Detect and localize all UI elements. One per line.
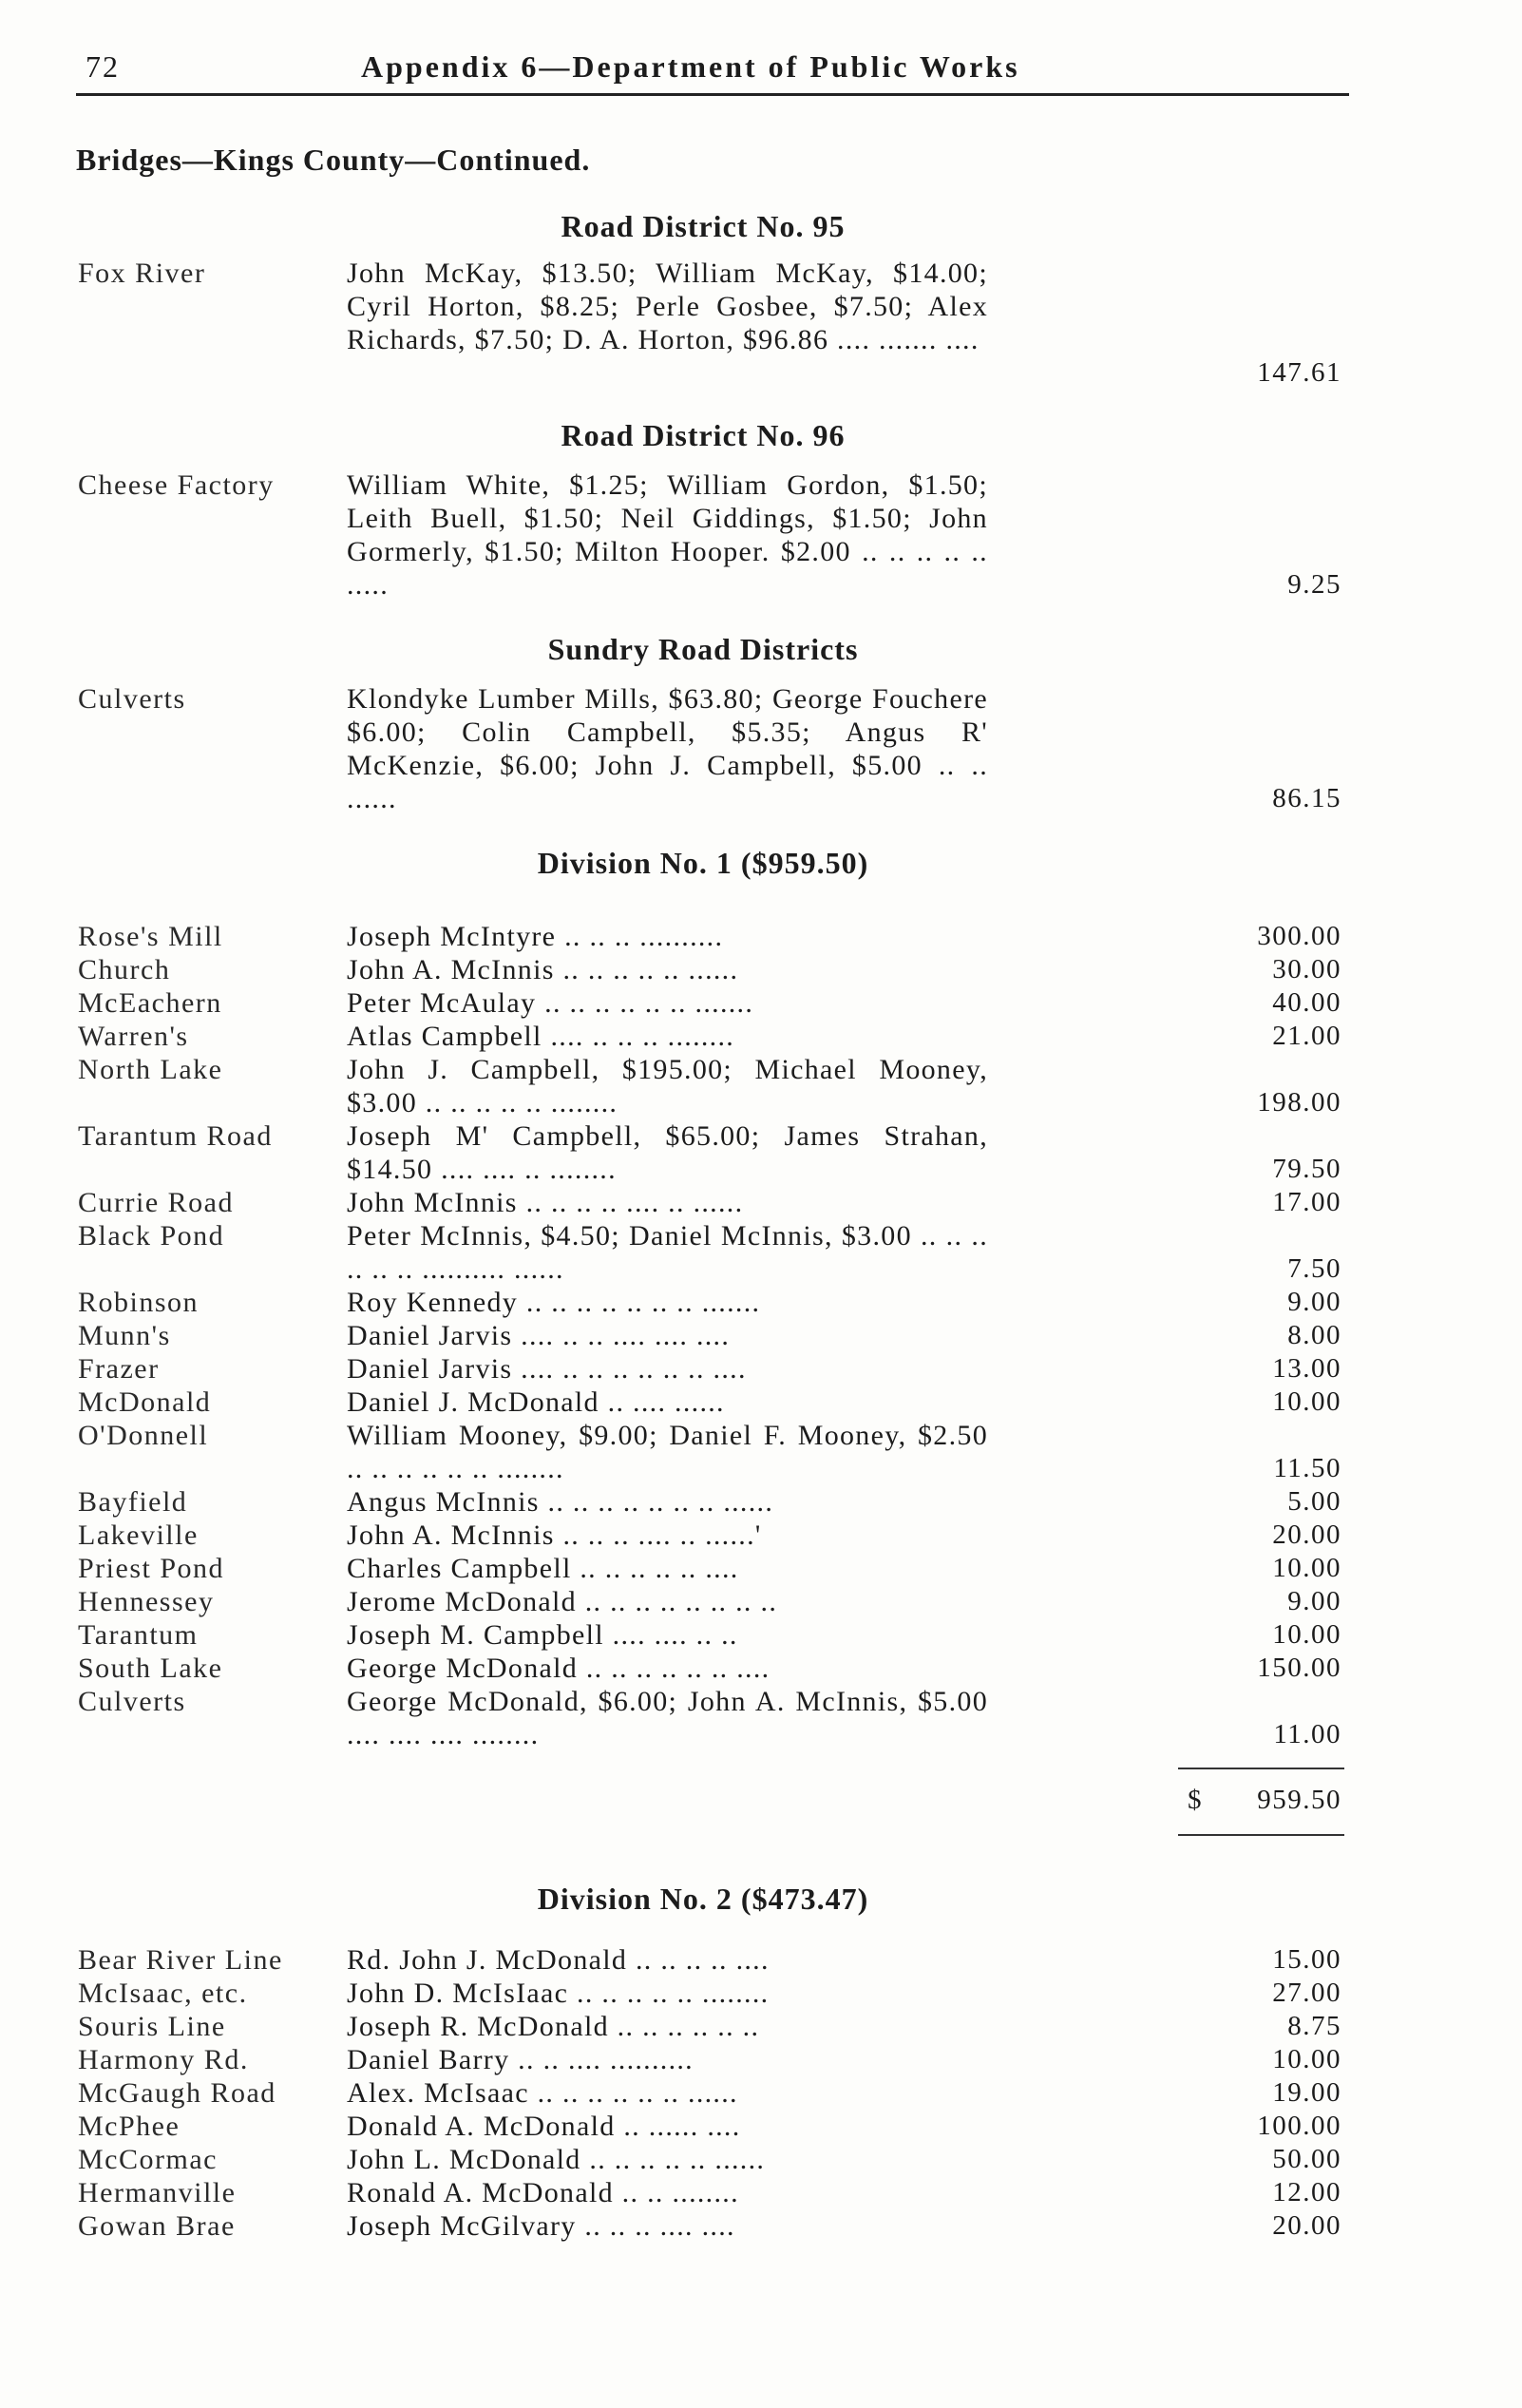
payee-text: Daniel Barry .. .. .... .......... <box>347 2044 694 2075</box>
payee-text: Charles Campbell .. .. .. .. .. .... <box>347 1553 739 1584</box>
section-heading: Road District No. 95 <box>561 209 846 243</box>
payee-text: John McInnis .. .. .. .. .... .. ...... <box>347 1187 744 1218</box>
amount: 20.00 <box>1272 1519 1341 1550</box>
amount: 86.15 <box>1272 783 1341 813</box>
amount: 79.50 <box>1272 1154 1341 1184</box>
total-rule-top <box>1178 1768 1344 1769</box>
amount: 5.00 <box>1287 1486 1341 1517</box>
amount: 15.00 <box>1272 1944 1341 1975</box>
payee-text: George McDonald .. .. .. .. .. .. .... <box>347 1653 771 1684</box>
amount: 9.00 <box>1287 1287 1341 1317</box>
amount: 10.00 <box>1272 1619 1341 1650</box>
place-name: Culverts <box>78 1686 186 1717</box>
payee-text: Joseph M' Campbell, $65.00; James Strahan, $14.50 .... .... .. ........ <box>347 1120 988 1185</box>
place-name: O'Donnell <box>78 1420 209 1451</box>
payee-text: Atlas Campbell .... .. .. .. ........ <box>347 1021 735 1052</box>
amount: 9.25 <box>1287 569 1341 600</box>
payee-text: Peter McAulay .. .. .. .. .. .. ....... <box>347 987 754 1019</box>
amount: 40.00 <box>1272 987 1341 1018</box>
payee-text: Angus McInnis .. .. .. .. .. .. .. ...... <box>347 1486 774 1518</box>
amount: 300.00 <box>1257 921 1341 951</box>
payee-text: William Mooney, $9.00; Daniel F. Mooney, $2.50 .. .. .. .. .. .. ........ <box>347 1420 988 1484</box>
payee-text: John L. McDonald .. .. .. .. .. ...... <box>347 2144 766 2175</box>
place-name: Tarantum <box>78 1619 199 1651</box>
place-name: McPhee <box>78 2111 181 2142</box>
payee-text: Ronald A. McDonald .. .. ........ <box>347 2177 739 2208</box>
amount: 30.00 <box>1272 954 1341 984</box>
section-heading: Sundry Road Districts <box>547 632 859 666</box>
amount: 7.50 <box>1287 1253 1341 1284</box>
section-heading: Road District No. 96 <box>561 418 846 452</box>
place-name: Currie Road <box>78 1187 234 1218</box>
amount: 10.00 <box>1272 1386 1341 1417</box>
amount: 147.61 <box>1257 357 1341 388</box>
place-name: Hermanville <box>78 2177 237 2208</box>
total-amount: 959.50 <box>1257 1785 1341 1815</box>
total-rule-bottom <box>1178 1834 1344 1836</box>
amount: 8.00 <box>1287 1320 1341 1350</box>
place-name: Bear River Line <box>78 1944 283 1976</box>
place-name: McGaugh Road <box>78 2077 276 2109</box>
place-name: Black Pond <box>78 1220 225 1252</box>
payee-text: William White, $1.25; William Gordon, $1.50; Leith Buell, $1.50; Neil Giddings, $1.50; John Gormerly, $1.50; Milton Hooper. $2.00 .. .. .. .. .. ..... <box>347 469 988 601</box>
place-name: Robinson <box>78 1287 200 1318</box>
place-name: Priest Pond <box>78 1553 225 1584</box>
amount: 13.00 <box>1272 1353 1341 1384</box>
payee-text: Peter McInnis, $4.50; Daniel McInnis, $3.00 .. .. .. .. .. .. .......... ...... <box>347 1220 988 1285</box>
amount: 20.00 <box>1272 2210 1341 2241</box>
place-name: Harmony Rd. <box>78 2044 249 2075</box>
place-name: South Lake <box>78 1653 223 1684</box>
amount: 10.00 <box>1272 2044 1341 2074</box>
place-name: McEachern <box>78 987 222 1019</box>
place-name: Bayfield <box>78 1486 188 1518</box>
place-name: Munn's <box>78 1320 171 1351</box>
amount: 150.00 <box>1257 1653 1341 1683</box>
payee-text: Joseph R. McDonald .. .. .. .. .. .. <box>347 2011 760 2042</box>
amount: 19.00 <box>1272 2077 1341 2108</box>
payee-text: Joseph M. Campbell .... .... .. .. <box>347 1619 738 1651</box>
place-name: North Lake <box>78 1054 223 1085</box>
payee-text: John J. Campbell, $195.00; Michael Mooney, $3.00 .. .. .. .. .. ........ <box>347 1054 988 1118</box>
place-name: Tarantum Road <box>78 1120 273 1152</box>
amount: 100.00 <box>1257 2111 1341 2141</box>
payee-text: John A. McInnis .. .. .. .. .. ...... <box>347 954 739 985</box>
page-number: 72 <box>86 49 120 84</box>
place-name: Frazer <box>78 1353 160 1385</box>
payee-text: Donald A. McDonald .. ...... .... <box>347 2111 741 2142</box>
place-name: Souris Line <box>78 2011 226 2042</box>
section-heading: Division No. 1 ($959.50) <box>537 846 869 880</box>
payee-text: George McDonald, $6.00; John A. McInnis, $5.00 .... .... .... ........ <box>347 1686 988 1750</box>
place-name: McDonald <box>78 1386 212 1418</box>
payee-text: Alex. McIsaac .. .. .. .. .. .. ...... <box>347 2077 738 2109</box>
payee-text: Joseph McGilvary .. .. .. .... .... <box>347 2210 735 2242</box>
amount: 17.00 <box>1272 1187 1341 1217</box>
amount: 10.00 <box>1272 1553 1341 1583</box>
place-name: Fox River <box>78 258 206 289</box>
amount: 21.00 <box>1272 1021 1341 1051</box>
amount: 11.00 <box>1273 1719 1341 1749</box>
place-name: Church <box>78 954 171 985</box>
place-name: Culverts <box>78 683 186 715</box>
place-name: Rose's Mill <box>78 921 223 952</box>
running-head: Appendix 6—Department of Public Works <box>361 49 1020 84</box>
payee-text: Joseph McIntyre .. .. .. .......... <box>347 921 724 952</box>
payee-text: Daniel Jarvis .... .. .. .... .... .... <box>347 1320 731 1351</box>
payee-text: Jerome McDonald .. .. .. .. .. .. .. .. <box>347 1586 778 1617</box>
place-name: McIsaac, etc. <box>78 1978 248 2009</box>
place-name: Hennessey <box>78 1586 215 1617</box>
amount: 9.00 <box>1287 1586 1341 1616</box>
section-heading: Division No. 2 ($473.47) <box>537 1882 869 1916</box>
amount: 11.50 <box>1273 1453 1341 1483</box>
place-name: Lakeville <box>78 1519 199 1551</box>
amount: 12.00 <box>1272 2177 1341 2207</box>
place-name: Warren's <box>78 1021 189 1052</box>
payee-text: John D. McIsIaac .. .. .. .. .. ........ <box>347 1978 770 2009</box>
place-name: Cheese Factory <box>78 469 275 501</box>
payee-text: Daniel J. McDonald .. .... ...... <box>347 1386 725 1418</box>
payee-text: Rd. John J. McDonald .. .. .. .. .... <box>347 1944 770 1976</box>
place-name: Gowan Brae <box>78 2210 236 2242</box>
payee-text: John McKay, $13.50; William McKay, $14.00; Cyril Horton, $8.25; Perle Gosbee, $7.50; Alex Richards, $7.50; D. A. Horton, $96.86 .... ....... .... <box>347 258 988 355</box>
currency-symbol: $ <box>1188 1785 1203 1815</box>
continued-heading: Bridges—Kings County—Continued. <box>76 143 591 177</box>
amount: 198.00 <box>1257 1087 1341 1118</box>
page-header <box>76 48 1349 96</box>
payee-text: Klondyke Lumber Mills, $63.80; George Fouchere $6.00; Colin Campbell, $5.35; Angus R' McKenzie, $6.00; John J. Campbell, $5.00 .. .. ...... <box>347 683 988 814</box>
payee-text: Daniel Jarvis .... .. .. .. .. .. .. .... <box>347 1353 747 1385</box>
payee-text: John A. McInnis .. .. .. .... .. ......' <box>347 1519 762 1551</box>
amount: 8.75 <box>1287 2011 1341 2041</box>
amount: 27.00 <box>1272 1978 1341 2008</box>
amount: 50.00 <box>1272 2144 1341 2174</box>
place-name: McCormac <box>78 2144 218 2175</box>
payee-text: Roy Kennedy .. .. .. .. .. .. .. ....... <box>347 1287 761 1318</box>
